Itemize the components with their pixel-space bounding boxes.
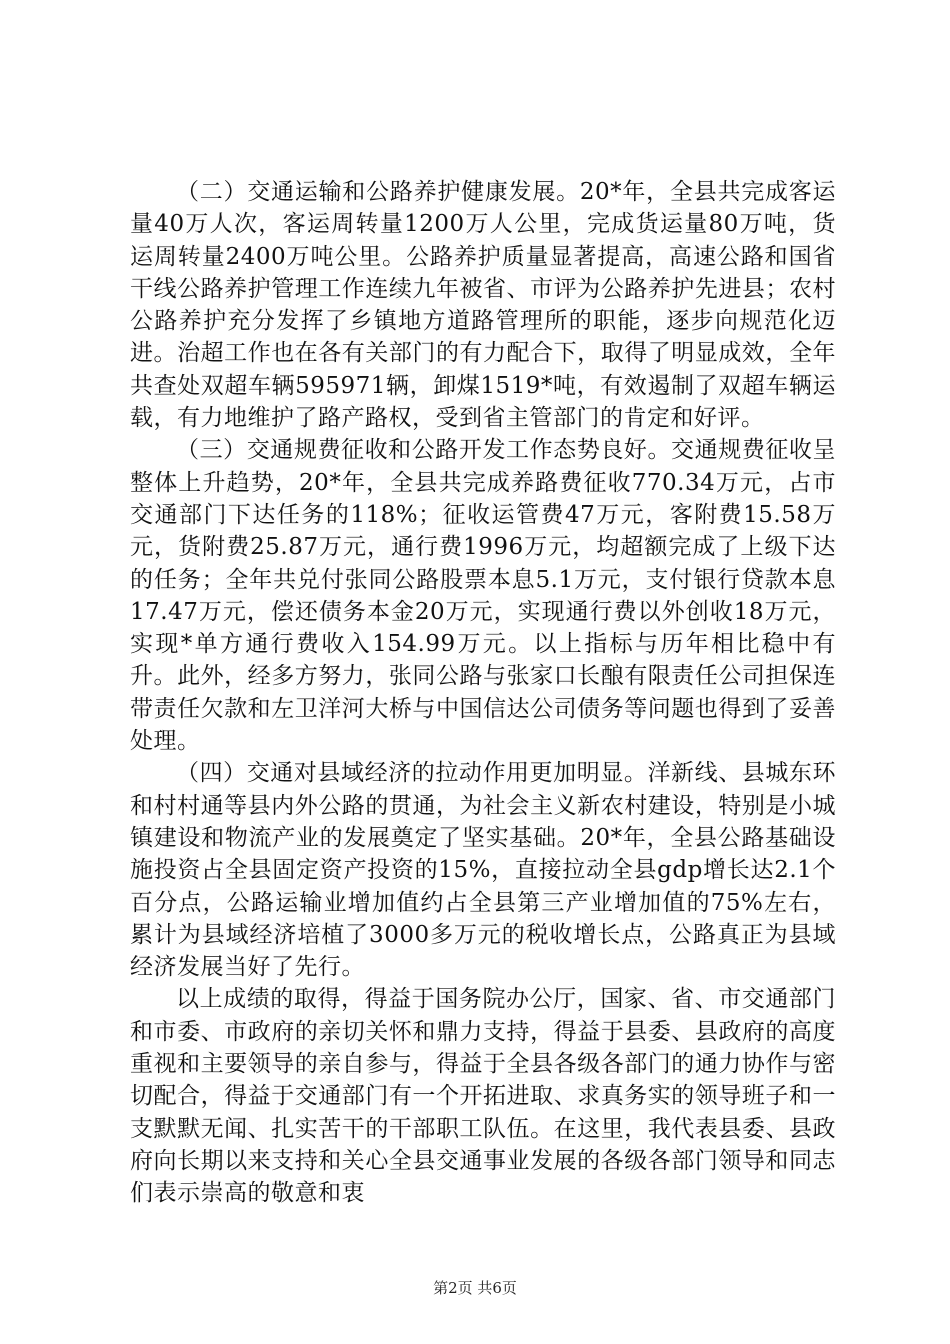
paragraph-transport-maintenance: （二）交通运输和公路养护健康发展。20*年，全县共完成客运量40万人次，客运周转量1200万人公里，完成货运量80万吨，货运周转量2400万吨公里。公路养护质量显著提高，高速公路和国省干线公路养护管理工作连续九年被省、市评为公路养护先进县；农村公路养护充分发挥了乡镇地方道路管理所的职能，逐步向规范化迈进。治超工作也在各有关部门的有力配合下，取得了明显成效，全年共查处双超车辆595971辆，卸煤1519*吨，有效遏制了双超车辆运载，有力地维护了路产路权，受到省主管部门的肯定和好评。 — [130, 179, 836, 432]
document-body — [130, 176, 836, 1210]
page-footer: 第2页 共6页 — [433, 1279, 517, 1297]
paragraph-acknowledgements: 以上成绩的取得，得益于国务院办公厅，国家、省、市交通部门和市委、市政府的亲切关怀和鼎力支持，得益于县委、县政府的高度重视和主要领导的亲自参与，得益于全县各级各部门的通力协作与密切配合，得益于交通部门有一个开拓进取、求真务实的领导班子和一支默默无闻、扎实苦干的干部职工队伍。在这里，我代表县委、县政府向长期以来支持和关心全县交通事业发展的各级各部门领导和同志们表示崇高的敬意和衷 — [130, 986, 836, 1207]
paragraph-economic-impact: （四）交通对县域经济的拉动作用更加明显。洋新线、县城东环和村村通等县内外公路的贯通，为社会主义新农村建设，特别是小城镇建设和物流产业的发展奠定了坚实基础。20*年，全县公路基础设施投资占全县固定资产投资的15%，直接拉动全县gdp增长达2.1个百分点，公路运输业增加值约占全县第三产业增加值的75%左右，累计为县域经济培植了3000多万元的税收增长点，公路真正为县域经济发展当好了先行。 — [130, 760, 836, 981]
paragraph-fee-collection: （三）交通规费征收和公路开发工作态势良好。交通规费征收呈整体上升趋势，20*年，全县共完成养路费征收770.34万元，占市交通部门下达任务的118%；征收运管费47万元，客附费15.58万元，货附费25.87万元，通行费1996万元，均超额完成了上级下达的任务；全年共兑付张同公路股票本息5.1万元，支付银行贷款本息17.47万元，偿还债务本金20万元，实现通行费以外创收18万元，实现*单方通行费收入154.99万元。以上指标与历年相比稳中有升。此外，经多方努力，张同公路与张家口长酿有限责任公司担保连带责任欠款和左卫洋河大桥与中国信达公司债务等问题也得到了妥善处理。 — [130, 437, 836, 755]
